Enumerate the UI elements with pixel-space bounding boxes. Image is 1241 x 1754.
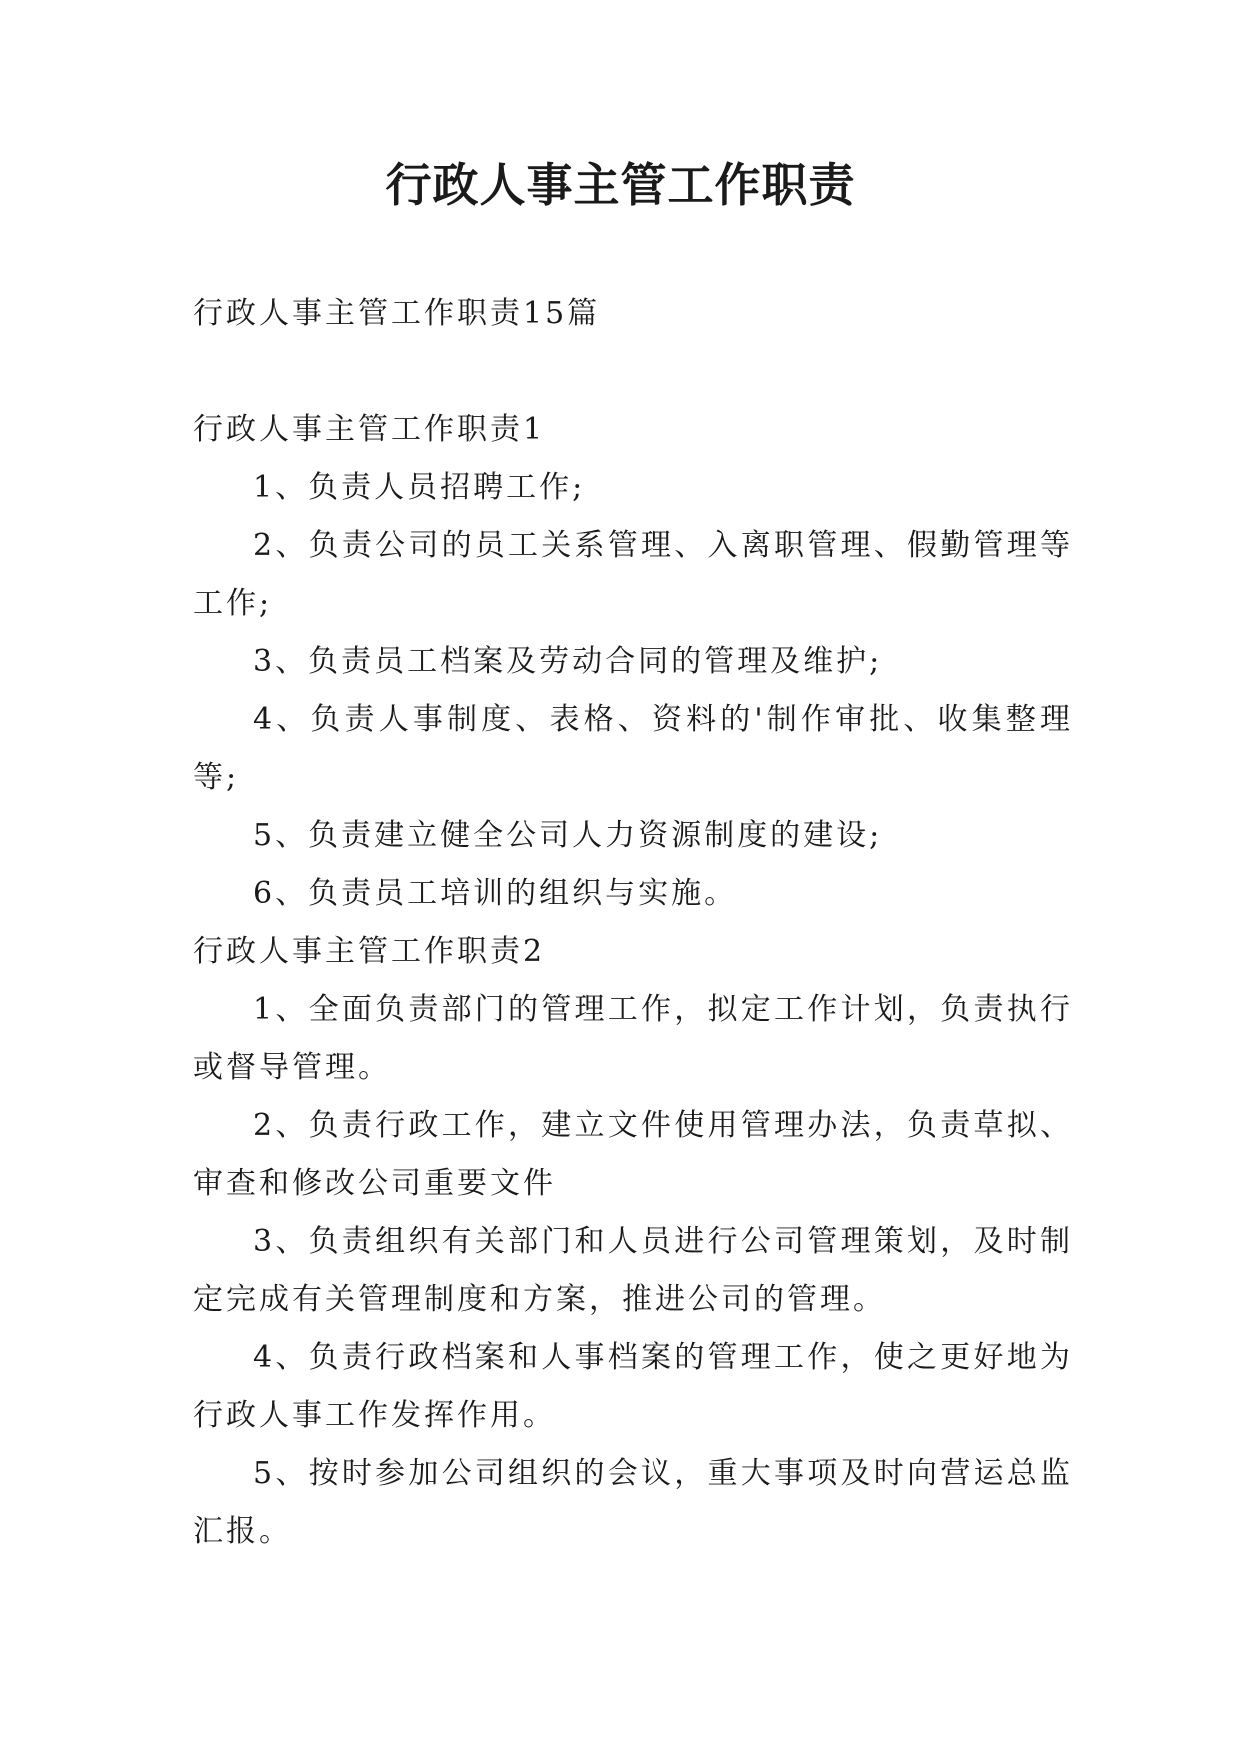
list-item: 2、负责公司的员工关系管理、入离职管理、假勤管理等工作; [193,528,1073,621]
document-subtitle: 行政人事主管工作职责15篇 [193,296,601,331]
list-item: 3、负责员工档案及劳动合同的管理及维护; [253,644,883,679]
section-heading: 行政人事主管工作职责1 [193,412,546,447]
list-item: 6、负责员工培训的组织与实施。 [253,876,738,911]
list-item: 5、负责建立健全公司人力资源制度的建设; [253,818,883,853]
list-item: 1、负责人员招聘工作; [253,470,586,505]
list-item: 4、负责人事制度、表格、资料的'制作审批、收集整理等; [193,702,1073,795]
list-item: 4、负责行政档案和人事档案的管理工作，使之更好地为行政人事工作发挥作用。 [193,1340,1073,1433]
list-item: 1、全面负责部门的管理工作，拟定工作计划，负责执行或督导管理。 [193,992,1073,1085]
document-body [193,285,1073,1561]
list-item: 3、负责组织有关部门和人员进行公司管理策划，及时制定完成有关管理制度和方案，推进公司的管理。 [193,1224,1073,1317]
document-title: 行政人事主管工作职责 [385,158,856,212]
list-item: 5、按时参加公司组织的会议，重大事项及时向营运总监汇报。 [193,1456,1073,1549]
list-item: 2、负责行政工作，建立文件使用管理办法，负责草拟、审查和修改公司重要文件 [193,1108,1073,1201]
section-heading: 行政人事主管工作职责2 [193,934,546,969]
